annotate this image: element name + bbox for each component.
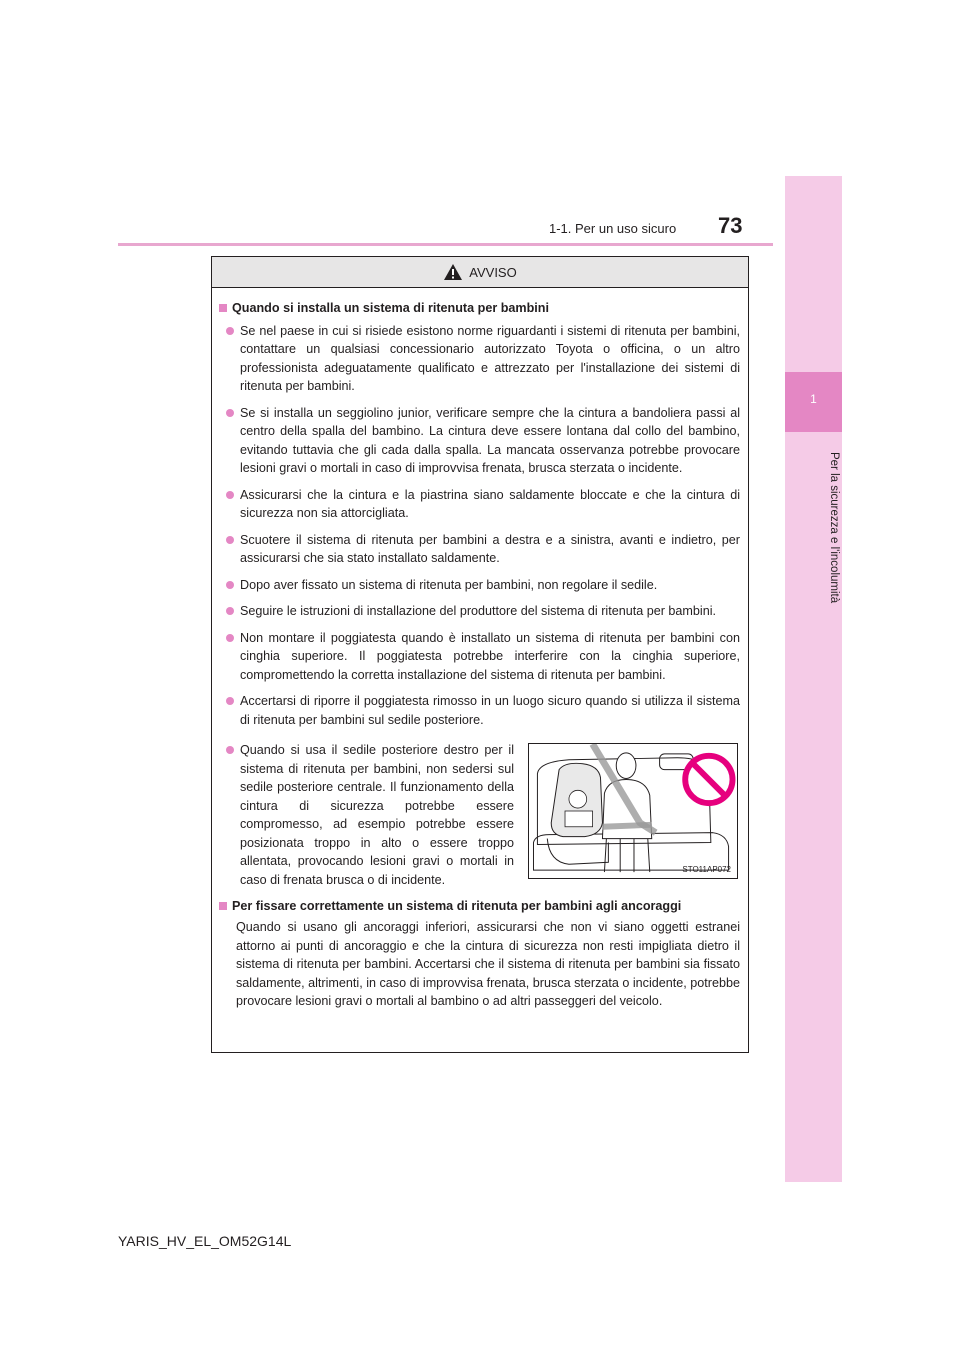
list-item: Dopo aver fissato un sistema di ritenuta per bambini, non regolare il sedile.	[226, 576, 740, 595]
warning-header	[212, 257, 748, 288]
side-tab	[785, 176, 842, 1182]
rear-seat-illustration-icon	[529, 744, 737, 878]
list-item: Seguire le istruzioni di installazione del produttore del sistema di ritenuta per bambini.	[226, 602, 740, 621]
section-paragraph: Quando si usano gli ancoraggi inferiori, assicurarsi che non vi siano oggetti estranei attorno ai punti di ancoraggio e che la cintura di sicurezza non resti impigliata dietro il sistema di ritenuta per bambini. Accertarsi che il sistema di ritenuta per bambini sia fissato saldamente, altrimenti, in caso di improvvisa frenata, brusca sterzata o incidente, potrebbe provocare lesioni gravi o mortali al bambino o ad altri passeggeri del veicolo.	[236, 920, 741, 1008]
square-bullet-icon	[219, 902, 227, 910]
illustration-rear-seat	[528, 743, 738, 879]
page-number: 73	[718, 213, 743, 238]
list-item: Assicurarsi che la cintura e la piastrina siano saldamente bloccate e che la cintura di sicurezza non sia attorcigliata.	[226, 486, 740, 523]
list-item: Non montare il poggiatesta quando è installato un sistema di ritenuta per bambini con cinghia superiore. Il poggiatesta potrebbe interferire con la cinghia superiore, compromettendo la corretta installazione del sistema di ritenuta per bambini.	[226, 629, 740, 685]
warning-content	[212, 287, 748, 1011]
section-title: 1-1. Per un uso sicuro	[549, 221, 677, 236]
circle-bullet-icon	[226, 581, 234, 589]
section-heading: Quando si installa un sistema di ritenuta per bambini	[219, 299, 740, 318]
section-heading: Per fissare correttamente un sistema di ritenuta per bambini agli ancoraggi	[219, 897, 740, 916]
circle-bullet-icon	[226, 746, 234, 754]
warning-title: AVVISO	[469, 264, 517, 280]
figure-row	[219, 739, 740, 889]
warning-box	[211, 256, 749, 1053]
list-item: Quando si usa il sedile posteriore destro per il sistema di ritenuta per bambini, non sedersi sul sedile posteriore centrale. Il funzionamento della cintura di sicurezza potrebbe essere compromesso, ad esempio potrebbe essere posizionata troppo in alto o essere troppo allentata, provocando lesioni gravi o mortali in caso di frenata brusca o di incidente.	[226, 741, 514, 889]
circle-bullet-icon	[226, 536, 234, 544]
side-tab-number: 1	[810, 392, 817, 406]
circle-bullet-icon	[226, 697, 234, 705]
header-rule	[118, 243, 773, 246]
circle-bullet-icon	[226, 409, 234, 417]
figure-code: STO11AP072	[682, 865, 731, 874]
list-item: Scuotere il sistema di ritenuta per bambini a destra e a sinistra, avanti e indietro, per assicurarsi che sia stato installato saldamente.	[226, 531, 740, 568]
square-bullet-icon	[219, 304, 227, 312]
document-code: YARIS_HV_EL_OM52G14L	[118, 1233, 292, 1249]
circle-bullet-icon	[226, 327, 234, 335]
side-tab-label: Per la sicurezza e l'incolumità	[828, 452, 840, 604]
list-item: Se nel paese in cui si risiede esistono norme riguardanti i sistemi di ritenuta per bambini, contattare un qualsiasi concessionario autorizzato Toyota o officina, o un altro professionista adeguatamente qualificato e attrezzato per l'installazione dei sistemi di ritenuta per bambini.	[226, 322, 740, 396]
list-item: Se si installa un seggiolino junior, verificare sempre che la cintura a bandoliera passi al centro della spalla del bambino. La cintura deve essere lontana dal collo del bambino, evitando tuttavia che gli cada dalla spalla. La mancata osservanza potrebbe provocare lesioni gravi o mortali in caso di improvvisa frenata, brusca sterzata o incidente.	[226, 404, 740, 478]
list-item: Accertarsi di riporre il poggiatesta rimosso in un luogo sicuro quando si utilizza il sistema di ritenuta per bambini sul sedile posteriore.	[226, 692, 740, 729]
circle-bullet-icon	[226, 491, 234, 499]
circle-bullet-icon	[226, 634, 234, 642]
circle-bullet-icon	[226, 607, 234, 615]
warning-triangle-icon	[443, 263, 463, 281]
